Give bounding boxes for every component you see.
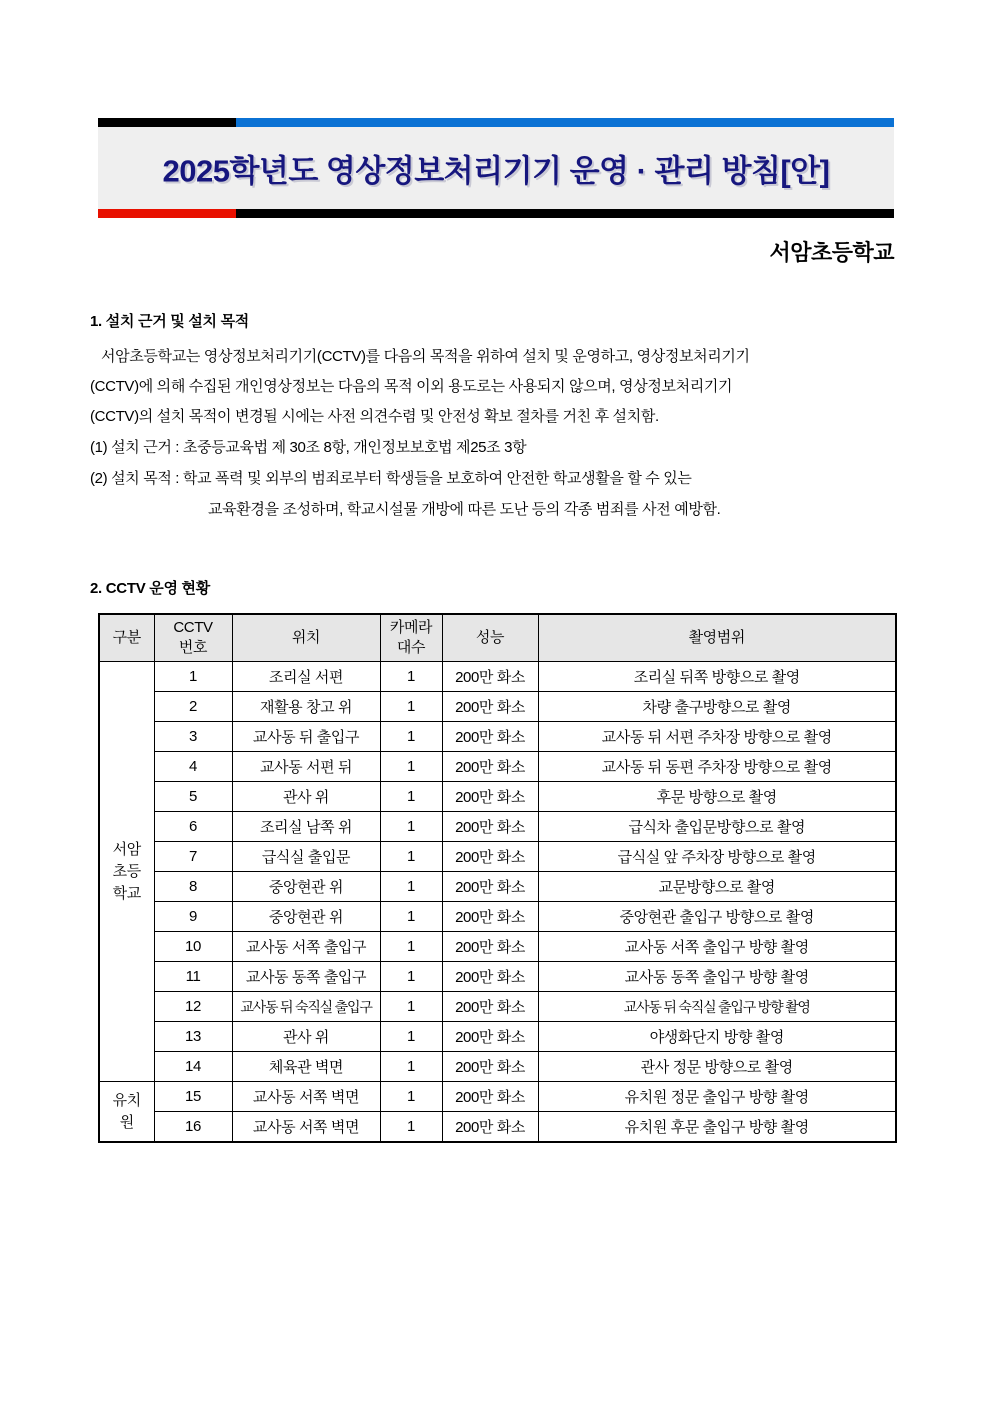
cell-performance: 200만 화소: [442, 1022, 538, 1052]
cell-performance: 200만 화소: [442, 872, 538, 902]
table-row: [99, 662, 896, 692]
cell-location: 교사동 서편 뒤: [232, 752, 380, 782]
banner-top-rule: [98, 118, 894, 127]
section-1-heading: 1. 설치 근거 및 설치 목적: [90, 313, 249, 330]
table-header: [99, 614, 896, 662]
table-row: [99, 1112, 896, 1143]
cell-location: 급식실 출입문: [232, 842, 380, 872]
cell-camera-count: 1: [380, 992, 442, 1022]
cell-gubun: [99, 662, 154, 1082]
cell-performance: 200만 화소: [442, 902, 538, 932]
cell-range: 차량 출구방향으로 촬영: [538, 692, 896, 722]
column-header-camera-count-line1: 카메라: [389, 619, 433, 636]
cell-range: 교사동 동쪽 출입구 방향 촬영: [538, 962, 896, 992]
cell-gubun-line: 원: [119, 1113, 134, 1131]
column-header-cctv-number-line1: CCTV: [173, 619, 213, 636]
cell-cctv-number: 15: [154, 1082, 232, 1112]
cell-gubun-line: 서암: [112, 840, 141, 858]
cell-location: 교사동 동쪽 출입구: [232, 962, 380, 992]
cell-performance: 200만 화소: [442, 962, 538, 992]
column-header-performance-label: 성능: [475, 629, 505, 646]
cell-cctv-number: 1: [154, 662, 232, 692]
cell-gubun-line: 초등: [112, 862, 141, 880]
cell-camera-count: 1: [380, 1052, 442, 1082]
cell-range: 중앙현관 출입구 방향으로 촬영: [538, 902, 896, 932]
cell-performance: 200만 화소: [442, 932, 538, 962]
column-header-gubun-label: 구분: [112, 629, 141, 646]
column-header-gubun: [99, 614, 154, 662]
table-row: [99, 812, 896, 842]
cell-cctv-number: 3: [154, 722, 232, 752]
cell-performance: 200만 화소: [442, 1082, 538, 1112]
cell-camera-count: 1: [380, 842, 442, 872]
title-banner: [98, 118, 894, 218]
cell-performance: 200만 화소: [442, 722, 538, 752]
cell-range: 조리실 뒤쪽 방향으로 촬영: [538, 662, 896, 692]
cell-location: 교사동 뒤 출입구: [232, 722, 380, 752]
banner-bottom-red-segment: [98, 209, 236, 218]
table-row: [99, 962, 896, 992]
cell-location: 관사 위: [232, 1022, 380, 1052]
cell-location: 체육관 벽면: [232, 1052, 380, 1082]
cell-performance: 200만 화소: [442, 752, 538, 782]
column-header-camera-count: [380, 614, 442, 662]
table-row: [99, 1082, 896, 1112]
column-header-cctv-number-line2: 번호: [178, 639, 208, 656]
cell-cctv-number: 7: [154, 842, 232, 872]
cell-cctv-number: 6: [154, 812, 232, 842]
cell-performance: 200만 화소: [442, 992, 538, 1022]
cell-location: 조리실 남쪽 위: [232, 812, 380, 842]
table-row: [99, 752, 896, 782]
cell-cctv-number: 2: [154, 692, 232, 722]
table-row: [99, 842, 896, 872]
cell-location: 중앙현관 위: [232, 902, 380, 932]
table-row: [99, 872, 896, 902]
table-body: [99, 662, 896, 1143]
banner-bottom-rule: [98, 209, 894, 218]
paragraph-line: 서암초등학교는 영상정보처리기기(CCTV)를 다음의 목적을 위하여 설치 및 운영하고, 영상정보처리기기: [101, 348, 750, 365]
banner-bottom-black-segment: [236, 209, 894, 218]
cell-cctv-number: 9: [154, 902, 232, 932]
cell-performance: 200만 화소: [442, 662, 538, 692]
cell-location: 중앙현관 위: [232, 872, 380, 902]
cell-range: 교사동 뒤 숙직실 출입구 방향 촬영: [538, 992, 896, 1022]
cell-range: 급식실 앞 주차장 방향으로 촬영: [538, 842, 896, 872]
cell-camera-count: 1: [380, 1022, 442, 1052]
column-header-camera-count-line2: 대수: [396, 639, 426, 656]
table-row: [99, 1022, 896, 1052]
list-item-continuation: 교육환경을 조성하며, 학교시설물 개방에 따른 도난 등의 각종 범죄를 사전 예방함.: [208, 501, 721, 518]
cell-location: 재활용 창고 위: [232, 692, 380, 722]
cell-cctv-number: 10: [154, 932, 232, 962]
cell-gubun-line: 학교: [112, 884, 141, 902]
section-1-paragraph: [90, 342, 912, 432]
school-name: 서암초등학교: [769, 240, 894, 265]
cell-performance: 200만 화소: [442, 842, 538, 872]
cell-camera-count: 1: [380, 752, 442, 782]
cell-location: 관사 위: [232, 782, 380, 812]
cell-cctv-number: 12: [154, 992, 232, 1022]
cell-cctv-number: 4: [154, 752, 232, 782]
cell-camera-count: 1: [380, 872, 442, 902]
cell-performance: 200만 화소: [442, 812, 538, 842]
cell-range: 급식차 출입문방향으로 촬영: [538, 812, 896, 842]
cell-camera-count: 1: [380, 812, 442, 842]
column-header-location: [232, 614, 380, 662]
cell-camera-count: 1: [380, 692, 442, 722]
cell-cctv-number: 8: [154, 872, 232, 902]
cell-camera-count: 1: [380, 932, 442, 962]
column-header-cctv-number: [154, 614, 232, 662]
table-row: [99, 1052, 896, 1082]
table-row: [99, 782, 896, 812]
banner-top-black-segment: [98, 118, 236, 127]
cell-cctv-number: 13: [154, 1022, 232, 1052]
cell-cctv-number: 11: [154, 962, 232, 992]
cell-range: 교사동 서쪽 출입구 방향 촬영: [538, 932, 896, 962]
list-item: (2) 설치 목적 : 학교 폭력 및 외부의 범죄로부터 학생들을 보호하여 안전한 학교생활을 할 수 있는: [90, 470, 692, 487]
cell-location: 교사동 서쪽 벽면: [232, 1082, 380, 1112]
cctv-status-table: [98, 613, 897, 1143]
table-row: [99, 932, 896, 962]
cell-range: 야생화단지 방향 촬영: [538, 1022, 896, 1052]
cell-camera-count: 1: [380, 662, 442, 692]
table-row: [99, 992, 896, 1022]
cell-location: 교사동 뒤 숙직실 출입구: [232, 992, 380, 1022]
cell-range: 교문방향으로 촬영: [538, 872, 896, 902]
cell-gubun: [99, 1082, 154, 1143]
cell-range: 유치원 정문 출입구 방향 촬영: [538, 1082, 896, 1112]
column-header-performance: [442, 614, 538, 662]
cell-range: 관사 정문 방향으로 촬영: [538, 1052, 896, 1082]
paragraph-line: (CCTV)에 의해 수집된 개인영상정보는 다음의 목적 이외 용도로는 사용되지 않으며, 영상정보처리기기: [90, 378, 733, 395]
cell-range: 유치원 후문 출입구 방향 촬영: [538, 1112, 896, 1143]
table-row: [99, 692, 896, 722]
cell-camera-count: 1: [380, 1112, 442, 1143]
cell-location: 교사동 서쪽 출입구: [232, 932, 380, 962]
cell-gubun-line: 유치: [112, 1091, 141, 1109]
cell-performance: 200만 화소: [442, 1052, 538, 1082]
paragraph-line: (CCTV)의 설치 목적이 변경될 시에는 사전 의견수렴 및 안전성 확보 절차를 거친 후 설치함.: [90, 408, 659, 425]
cell-camera-count: 1: [380, 962, 442, 992]
cell-camera-count: 1: [380, 722, 442, 752]
cell-performance: 200만 화소: [442, 692, 538, 722]
table-row: [99, 722, 896, 752]
cell-cctv-number: 16: [154, 1112, 232, 1143]
column-header-range-label: 촬영범위: [688, 629, 745, 646]
column-header-location-label: 위치: [291, 629, 321, 646]
column-header-range: [538, 614, 896, 662]
list-item: (1) 설치 근거 : 초중등교육법 제 30조 8항, 개인정보보호법 제25조 3항: [90, 439, 527, 456]
cell-camera-count: 1: [380, 782, 442, 812]
cell-range: 후문 방향으로 촬영: [538, 782, 896, 812]
cell-range: 교사동 뒤 동편 주차장 방향으로 촬영: [538, 752, 896, 782]
cctv-table-container: [98, 613, 895, 1143]
page-title: 2025학년도 영상정보처리기기 운영 · 관리 방침[안]: [162, 153, 830, 189]
cell-performance: 200만 화소: [442, 1112, 538, 1143]
cell-location: 조리실 서편: [232, 662, 380, 692]
cell-camera-count: 1: [380, 1082, 442, 1112]
cell-camera-count: 1: [380, 902, 442, 932]
cell-range: 교사동 뒤 서편 주차장 방향으로 촬영: [538, 722, 896, 752]
cell-cctv-number: 14: [154, 1052, 232, 1082]
table-header-row: [99, 614, 896, 662]
section-2-heading: 2. CCTV 운영 현황: [90, 580, 210, 597]
section-1-items: [90, 432, 920, 525]
cell-location: 교사동 서쪽 벽면: [232, 1112, 380, 1143]
cell-cctv-number: 5: [154, 782, 232, 812]
banner-top-blue-segment: [236, 118, 894, 127]
table-row: [99, 902, 896, 932]
cell-performance: 200만 화소: [442, 782, 538, 812]
